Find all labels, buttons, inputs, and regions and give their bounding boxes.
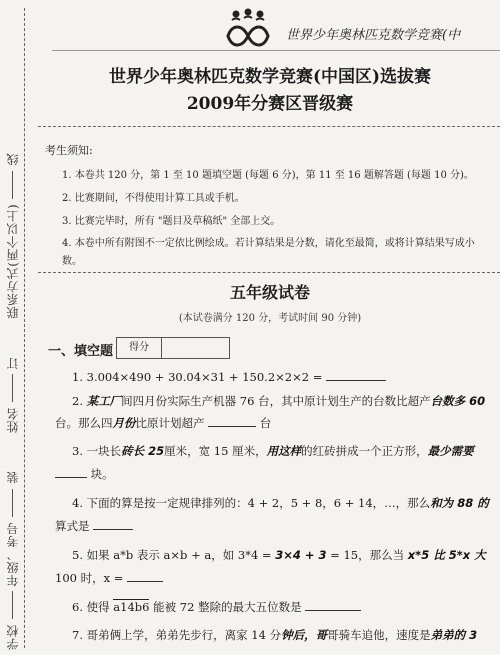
q2-handwritten-1: 某工厂 xyxy=(86,394,122,408)
question-6 xyxy=(72,599,361,615)
q3-text-1: 3. 一块长 xyxy=(72,444,122,458)
q1-answer-blank[interactable] xyxy=(326,370,386,381)
school-blank[interactable] xyxy=(13,591,14,619)
section-label: 一、填空题 xyxy=(48,344,114,359)
zhuang-mark: 装 xyxy=(6,470,20,484)
paper-subtitle: (本试卷满分 120 分，考试时间 90 分钟) xyxy=(178,313,362,324)
q2-handwritten-2: 台数多 60 xyxy=(430,394,486,408)
ding-mark: 订 xyxy=(6,356,20,370)
question-5-line1 xyxy=(72,547,486,563)
header-rule xyxy=(52,50,500,51)
q4-answer-blank[interactable] xyxy=(93,519,133,530)
score-box xyxy=(116,337,230,359)
q4-handwritten-1: 和为 88 的 xyxy=(430,496,489,510)
question-4-line1 xyxy=(72,495,489,511)
school-label: 学校 xyxy=(6,624,20,650)
q2-answer-blank[interactable] xyxy=(208,416,256,427)
question-4-line2 xyxy=(55,518,133,534)
q5-text-3: 100 时，x = xyxy=(55,571,124,585)
q2-number: 2. xyxy=(72,394,83,408)
cut-line xyxy=(24,8,25,648)
question-3-line1 xyxy=(72,443,474,459)
q4-text-2: 算式是 xyxy=(55,519,90,533)
q2-handwritten-3: 月份 xyxy=(112,416,136,430)
title-divider xyxy=(38,126,500,127)
q6-overlined-number: a14b6 xyxy=(113,600,150,614)
notice-item-4: 4. 本卷中所有附图不一定依比例绘成。若计算结果是分数，请化至最简，或将计算结果写成小数。 xyxy=(62,238,475,267)
score-label: 得分 xyxy=(117,338,162,358)
q3-handwritten-3: 最少需要 xyxy=(427,444,474,458)
notice-item-2: 2. 比赛期间，不得使用计算工具或手机。 xyxy=(62,193,245,204)
binding-strip xyxy=(0,0,40,655)
xian-mark: 线 xyxy=(6,152,20,166)
q3-unit: 块。 xyxy=(90,467,114,481)
q3-handwritten-2: 用这样 xyxy=(266,444,302,458)
header-banner-text: 世界少年奥林匹克数学竞赛(中 xyxy=(286,28,461,43)
q6-text-2: 能被 72 整除的最大五位数是 xyxy=(153,600,302,614)
question-5-line2 xyxy=(55,570,163,586)
q4-text-1: 4. 下面的算是按一定规律排列的：4 + 2，5 + 8，6 + 14，…，那么 xyxy=(72,496,431,510)
exam-subtitle: 2009年分赛区晋级赛 xyxy=(186,94,354,114)
q7-text-1: 7. 哥弟俩上学，弟弟先步行，离家 14 分 xyxy=(72,628,282,642)
notice-divider xyxy=(38,272,500,273)
q5-text-1: 5. 如果 a*b 表示 a×b + a，如 3*4 = xyxy=(72,548,272,562)
q7-handwritten-1: 钟后，哥 xyxy=(281,628,328,642)
question-3-line2 xyxy=(55,466,114,482)
notice-item-1: 1. 本卷共 120 分，第 1 至 10 题填空题 (每题 6 分)，第 11 至 16 题解答题 (每题 10 分)。 xyxy=(62,170,474,181)
question-2-line1 xyxy=(72,393,485,409)
question-1 xyxy=(72,370,386,384)
q7-text-2: 哥骑车追他，速度是 xyxy=(327,628,431,642)
q2-unit: 台 xyxy=(259,416,272,430)
q7-handwritten-2: 弟弟的 3 xyxy=(430,628,478,642)
q5-handwritten-2: x*5 比 5*x 大 xyxy=(407,548,486,562)
q1-text: 1. 3.004×490 + 30.04×31 + 150.2×2×2 = xyxy=(72,370,323,384)
q3-handwritten-1: 砖长 25 xyxy=(121,444,165,458)
q5-handwritten-1: 3×4 + 3 xyxy=(275,548,327,562)
question-7 xyxy=(72,627,477,643)
grade-label: 年级、考号 xyxy=(6,521,20,587)
notice-heading: 考生须知: xyxy=(45,144,93,157)
contact-label: 联系方式(两个以上) xyxy=(6,203,20,319)
page-header xyxy=(220,6,500,52)
exam-title: 世界少年奥林匹克数学竞赛(中国区)选拔赛 xyxy=(108,67,432,87)
q3-text-3: 的红砖拼成一个正方形， xyxy=(301,444,428,458)
q3-text-2: 厘米，宽 15 厘米， xyxy=(164,444,267,458)
name-label: 姓名 xyxy=(6,407,20,434)
contact-blank[interactable] xyxy=(13,171,14,199)
q2-text-3: 比原计划超产 xyxy=(135,416,205,430)
student-info-strip xyxy=(2,70,24,650)
olympiad-logo-icon xyxy=(222,6,274,50)
q5-answer-blank[interactable] xyxy=(127,571,163,582)
grade-blank[interactable] xyxy=(13,489,14,517)
score-cell[interactable] xyxy=(162,338,229,358)
name-blank[interactable] xyxy=(13,374,14,402)
notice-item-3: 3. 比赛完毕时，所有 "题目及草稿纸" 全部上交。 xyxy=(62,216,281,227)
grade-title: 五年级试卷 xyxy=(229,283,310,302)
q2-text-1: 间四月份实际生产机器 76 台，其中原计划生产的台数比超产 xyxy=(121,394,431,408)
q6-answer-blank[interactable] xyxy=(305,600,361,611)
question-2-line2 xyxy=(55,415,271,431)
q3-answer-blank[interactable] xyxy=(55,467,87,478)
q6-text-1: 6. 使得 xyxy=(72,600,110,614)
q5-text-2: = 15，那么当 xyxy=(330,548,405,562)
q2-text-2: 台。那么四 xyxy=(55,416,113,430)
